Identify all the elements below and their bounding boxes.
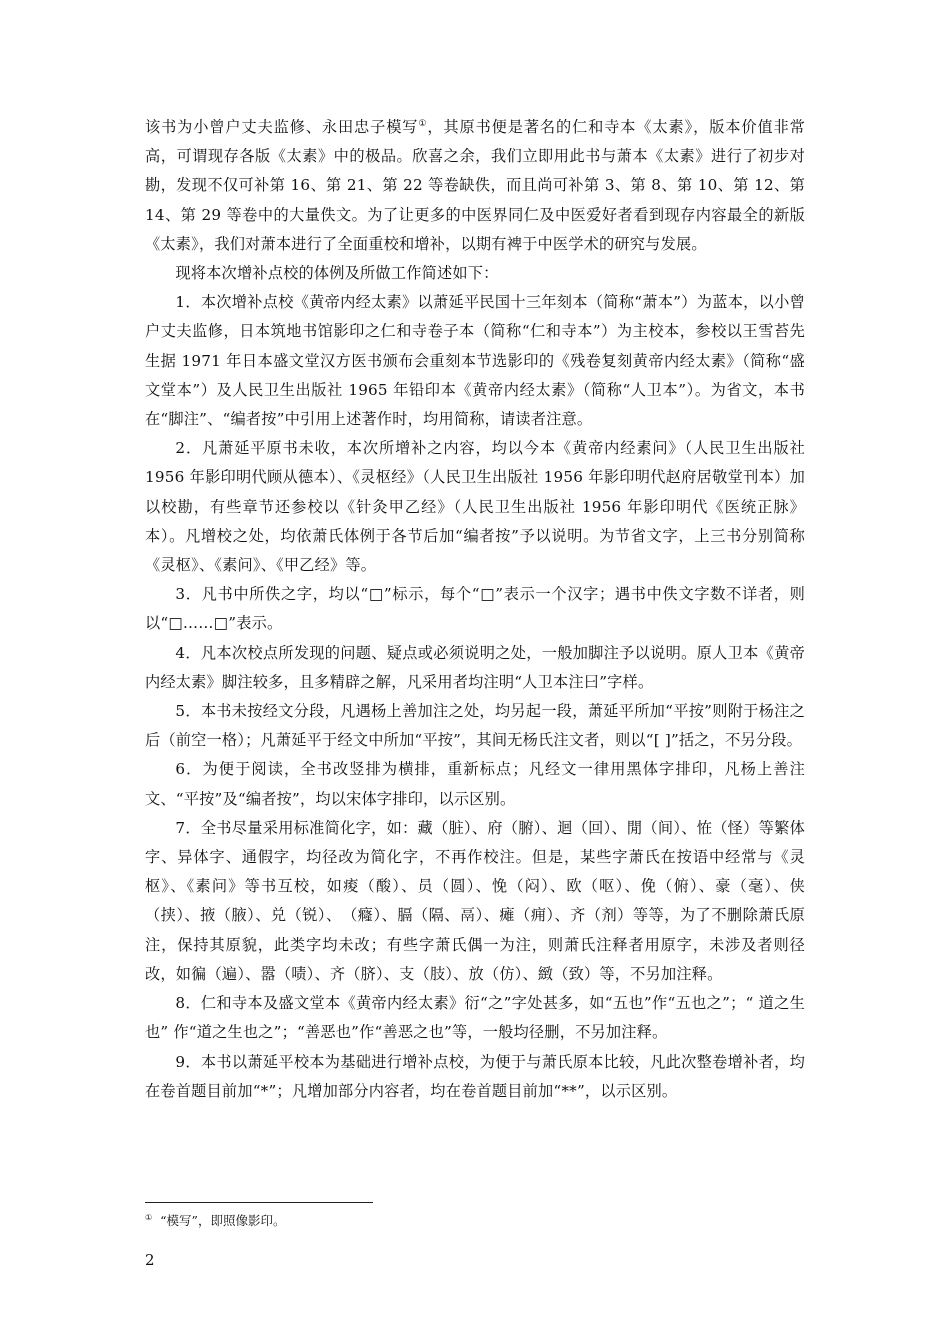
footnote-divider	[145, 1202, 373, 1203]
paragraph-item-7: 7．全书尽量采用标准简化字，如：藏（脏）、府（腑）、迴（回）、閒（间）、恠（怪）等繁体字、异体字、通假字，均径改为简化字，不再作校注。但是，某些字萧氏在按语中经常与《灵枢》、《素问》等书互校，如痠（酸）、员（圆）、悗（闷）、欧（呕）、俛（俯）、豪（毫）、侠（挟）、掖（腋）、兑（锐）、 （癃）、膈（隔、鬲）、瘫（痈）、齐（剂）等等，为了不删除萧氏原注，保持其原貌，此类字均未改；有些字萧氏偶一为注，则萧氏注释者用原字，未涉及者则径改，如徧（遍）、嚣（啧）、齐（脐）、支（肢）、放（仿）、緻（致）等，不另加注释。	[145, 818, 805, 983]
paragraph-item-4: 4．凡本次校点所发现的问题、疑点或必须说明之处，一般加脚注予以说明。原人卫本《黄帝内经太素》脚注较多，且多精辟之解，凡采用者均注明“人卫本注曰”字样。	[145, 643, 805, 691]
paragraph-summary: 现将本次增补点校的体例及所做工作简述如下：	[175, 264, 499, 283]
paragraph-item-2: 2．凡萧延平原书未收，本次所增补之内容，均以今本《黄帝内经素问》（人民卫生出版社 1956 年影印明代顾从德本）、《灵枢经》（人民卫生出版社 1956 年影印明代赵府居敬堂刊本）加以校勘，有些章节还参校以《针灸甲乙经》（人民卫生出版社 1956 年影印明代《医统正脉》本）。凡增校之处，均依萧氏体例于各节后加“编者按”予以说明。为节省文字，上三书分别简称《灵枢》、《素问》、《甲乙经》等。	[145, 439, 805, 575]
paragraph-intro	[145, 113, 805, 259]
paragraph-text: 该书为小曾户丈夫监修、永田忠子模写	[145, 118, 419, 136]
paragraph-item-5: 5．本书未按经文分段，凡遇杨上善加注之处，均另起一段，萧延平所加“平按”则附于杨注之后（前空一格）；凡萧延平于经文中所加“平按”，其间无杨氏注文者，则以“[ ]”括之，不另分段。	[145, 702, 805, 750]
paragraph-item-3: 3．凡书中所佚之字，均以“□”标示，每个“□”表示一个汉字；遇书中佚文字数不详者，则以“□……□”表示。	[145, 585, 805, 633]
paragraph-item-8: 8．仁和寺本及盛文堂本《黄帝内经太素》衍“之”字处甚多，如“五也”作“五也之”；“ 道之生也” 作“道之生也之”；“善恶也”作“善恶之也”等，一般均径删，不另加注释。	[145, 994, 805, 1042]
paragraph-item-6: 6．为便于阅读，全书改竖排为横排，重新标点；凡经文一律用黑体字排印，凡杨上善注文、“平按”及“编者按”，均以宋体字排印，以示区别。	[145, 760, 805, 808]
paragraph-text: ，其原书便是著名的仁和寺本《太素》，版本价值非常高，可谓现存各版《太素》中的极品。欣喜之余，我们立即用此书与萧本《太素》进行了初步对勘，发现不仅可补第 16、第 21、第 22 等卷缺佚，而且尚可补第 3、第 8、第 10、第 12、第 14、第 29 等卷中的大量佚文。为了让更多的中医界同仁及中医爱好者看到现存内容最全的新版《太素》，我们对萧本进行了全面重校和增补，以期有裨于中医学术的研究与发展。	[145, 118, 805, 253]
paragraph-item-9: 9．本书以萧延平校本为基础进行增补点校，为便于与萧氏原本比较，凡此次整卷增补者，均在卷首题目前加“*”；凡增加部分内容者，均在卷首题目前加“**”，以示区别。	[145, 1052, 805, 1100]
paragraph-item-1: 1．本次增补点校《黄帝内经太素》以萧延平民国十三年刻本（简称“萧本”）为蓝本，以小曾户丈夫监修，日本筑地书馆影印之仁和寺卷子本（简称“仁和寺本”）为主校本，参校以王雪苔先生据 1971 年日本盛文堂汉方医书颁布会重刻本节选影印的《残卷复刻黄帝内经太素》（简称“盛文堂本”）及人民卫生出版社 1965 年铅印本《黄帝内经太素》（简称“人卫本”）。为省文，本书在“脚注”、“编者按”中引用上述著作时，均用简称，请读者注意。	[145, 293, 805, 429]
footnote-reference[interactable]: ①	[418, 118, 428, 129]
footnote-marker: ①	[145, 1213, 153, 1222]
footnote-text: “模写”，即照像影印。	[160, 1213, 286, 1229]
document-body	[145, 113, 805, 1106]
footnote	[145, 1209, 285, 1230]
page-number: 2	[145, 1251, 155, 1269]
